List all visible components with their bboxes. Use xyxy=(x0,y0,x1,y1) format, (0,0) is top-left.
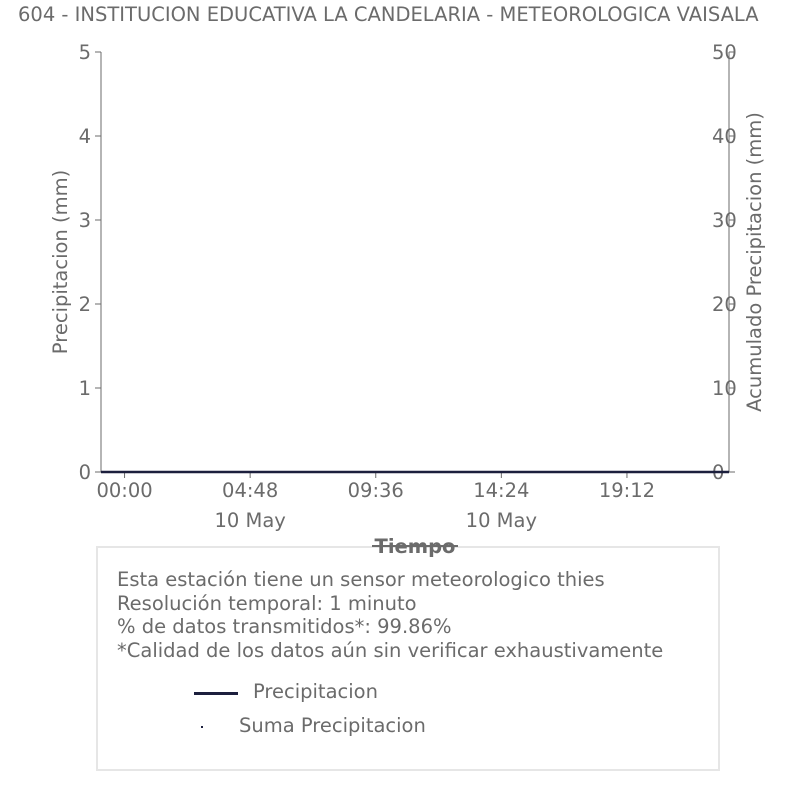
y-right-tick-label: 20 xyxy=(712,293,737,316)
info-line-transmitted: % de datos transmitidos*: 99.86% xyxy=(117,615,452,638)
info-line-sensor: Esta estación tiene un sensor meteorologico thies xyxy=(117,568,605,591)
legend-label: Precipitacion xyxy=(253,680,378,703)
axes-layer xyxy=(79,41,737,532)
y-right-tick-label: 40 xyxy=(712,125,737,148)
y-tick-label: 5 xyxy=(78,41,91,64)
y-right-tick-label: 30 xyxy=(712,209,737,232)
y-axis-right-label: Acumulado Precipitacion (mm) xyxy=(743,112,766,412)
y-tick-label: 3 xyxy=(78,209,91,232)
x-tick-label: 00:00 xyxy=(96,479,153,502)
info-line-resolution: Resolución temporal: 1 minuto xyxy=(117,591,417,615)
x-tick-label: 14:24 xyxy=(473,479,530,502)
legend-label: Suma Precipitacion xyxy=(239,714,426,737)
x-tick-date-label: 10 May xyxy=(214,509,286,532)
legend-line-swatch xyxy=(194,692,238,695)
y-tick-label: 0 xyxy=(78,461,91,484)
info-line-quality: *Calidad de los datos aún sin verificar exhaustivamente xyxy=(117,638,664,662)
info-box xyxy=(96,546,720,771)
chart-title: 604 - INSTITUCION EDUCATIVA LA CANDELARIA - METEOROLOGICA VAISALA xyxy=(18,3,759,26)
x-axis-label: Tiempo xyxy=(374,535,456,558)
y-tick-label: 1 xyxy=(78,377,91,400)
y-right-tick-label: 50 xyxy=(712,41,737,64)
y-tick-label: 2 xyxy=(78,293,91,316)
x-tick-date-label: 10 May xyxy=(465,509,538,532)
x-tick-label: 09:36 xyxy=(347,479,404,502)
y-right-tick-label: 0 xyxy=(712,461,725,484)
x-tick-label: 19:12 xyxy=(598,479,656,502)
info-text xyxy=(117,568,663,662)
x-tick-label: 04:48 xyxy=(222,479,279,502)
legend-dot-swatch xyxy=(201,726,203,728)
y-axis-label: Precipitacion (mm) xyxy=(49,169,72,355)
y-tick-label: 4 xyxy=(78,125,91,148)
y-right-tick-label: 10 xyxy=(712,377,737,400)
